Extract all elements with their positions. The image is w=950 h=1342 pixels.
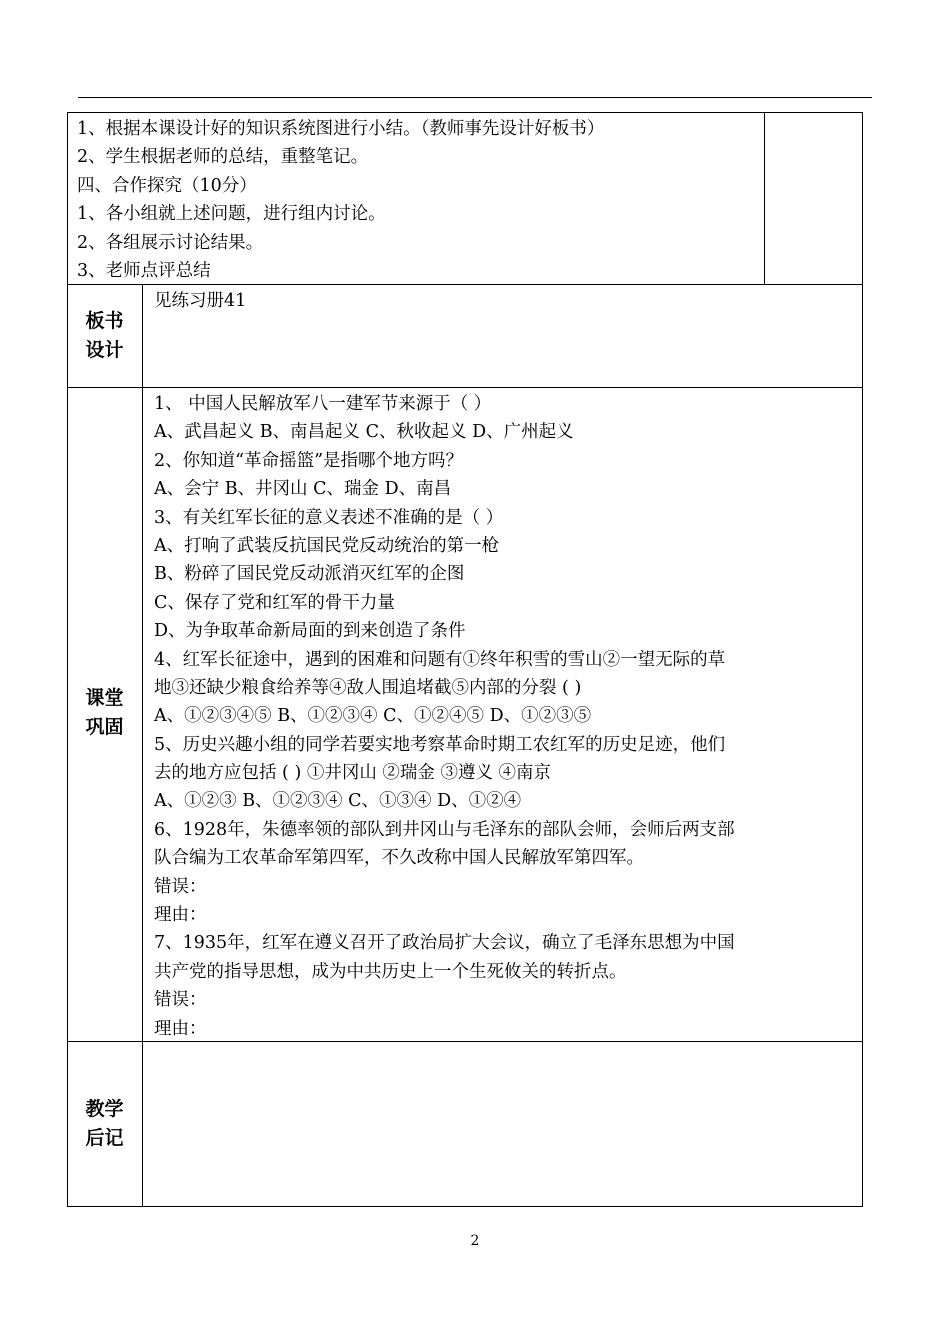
summary-section bbox=[77, 115, 604, 285]
question-line: 3、有关红军长征的意义表述不准确的是（ ） bbox=[154, 507, 504, 528]
question-line: 5、历史兴趣小组的同学若要实地考察革命时期工农红军的历史足迹，他们 bbox=[154, 734, 726, 755]
question-line: D、为争取革命新局面的到来创造了条件 bbox=[154, 621, 466, 642]
question-line: 理由： bbox=[154, 905, 207, 926]
question-line: A、①②③ B、①②③④ C、①③④ D、①②④ bbox=[154, 791, 522, 812]
question-line: A、①②③④⑤ B、①②③④ C、①②④⑤ D、①②③⑤ bbox=[154, 706, 592, 727]
question-line: 2、你知道“革命摇篮”是指哪个地方吗？ bbox=[154, 450, 464, 471]
question-line: 理由： bbox=[154, 1018, 207, 1039]
question-line: 错误： bbox=[154, 990, 207, 1011]
question-line: 去的地方应包括 ( ) ①井冈山 ②瑞金 ③遵义 ④南京 bbox=[154, 763, 552, 784]
summary-line: 1、各小组就上述问题，进行组内讨论。 bbox=[77, 204, 386, 225]
summary-line: 2、各组展示讨论结果。 bbox=[77, 232, 264, 253]
summary-line: 四、合作探究（10分） bbox=[77, 175, 257, 196]
question-line: 错误： bbox=[154, 876, 207, 897]
summary-line: 1、根据本课设计好的知识系统图进行小结。（教师事先设计好板书） bbox=[77, 119, 605, 139]
row-divider-2 bbox=[67, 387, 863, 388]
question-line: 地③还缺少粮食给养等④敌人围追堵截⑤内部的分裂 ( ) bbox=[154, 677, 582, 698]
top-right-divider bbox=[764, 112, 765, 284]
question-line: 队合编为工农革命军第四军，不久改称中国人民解放军第四军。 bbox=[154, 848, 644, 869]
question-line: 6、1928年，朱德率领的部队到井冈山与毛泽东的部队会师，会师后两支部 bbox=[154, 819, 735, 840]
practice-questions bbox=[154, 390, 735, 1043]
question-line: B、粉碎了国民党反动派消灭红军的企图 bbox=[154, 564, 465, 585]
summary-line: 3、老师点评总结 bbox=[77, 260, 211, 281]
question-line: 共产党的指导思想，成为中共历史上一个生死攸关的转折点。 bbox=[154, 961, 627, 982]
practice-label: 课堂 巩固 bbox=[85, 687, 124, 738]
question-line: C、保存了党和红军的骨干力量 bbox=[154, 592, 395, 613]
question-line: 1、 中国人民解放军八一建军节来源于（ ） bbox=[154, 394, 492, 414]
summary-line: 2、学生根据老师的总结，重整笔记。 bbox=[77, 147, 369, 168]
question-line: A、武昌起义 B、南昌起义 C、秋收起义 D、广州起义 bbox=[154, 422, 574, 443]
board-design-label: 板书 设计 bbox=[85, 310, 124, 361]
question-line: A、会宁 B、井冈山 C、瑞金 D、南昌 bbox=[154, 479, 452, 500]
reflection-label: 教学 后记 bbox=[85, 1098, 124, 1149]
label-column-divider bbox=[142, 284, 143, 1207]
header-rule bbox=[78, 97, 872, 98]
board-design-content: 见练习册41 bbox=[154, 291, 247, 311]
question-line: 4、红军长征途中，遇到的困难和问题有①终年积雪的雪山②一望无际的草 bbox=[154, 649, 726, 670]
page-number: 2 bbox=[470, 1233, 480, 1249]
question-line: A、打响了武装反抗国民党反动统治的第一枪 bbox=[154, 535, 500, 556]
question-line: 7、1935年，红军在遵义召开了政治局扩大会议，确立了毛泽东思想为中国 bbox=[154, 933, 735, 954]
